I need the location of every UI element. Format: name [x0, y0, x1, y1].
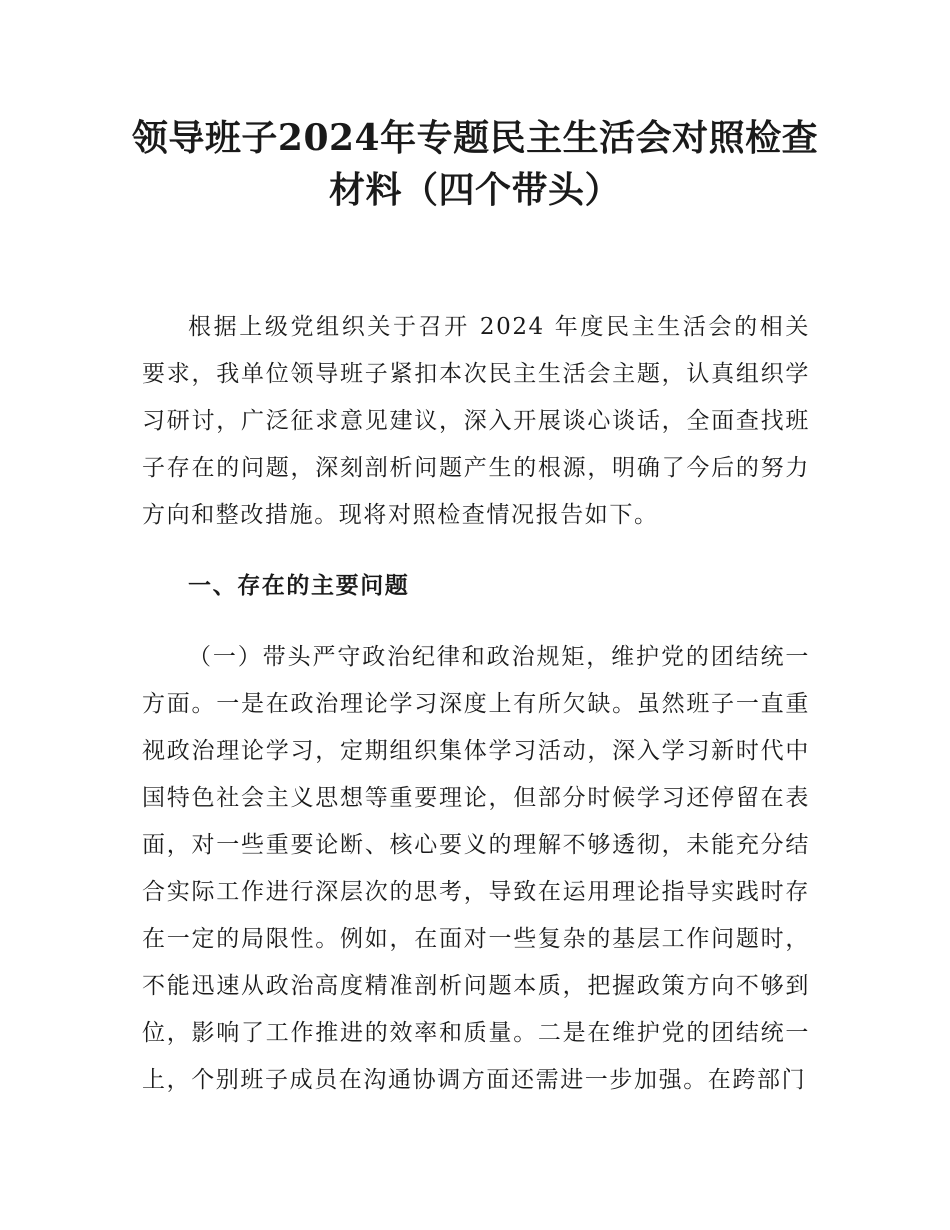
- document-title: 领导班子2024年专题民主生活会对照检查材料（四个带头）: [131, 117, 819, 211]
- body-paragraph: （一）带头严守政治纪律和政治规矩，维护党的团结统一方面。一是在政治理论学习深度上有所欠缺。虽然班子一直重视政治理论学习，定期组织集体学习活动，深入学习新时代中国特色社会主义思想等重要理论，但部分时候学习还停留在表面，对一些重要论断、核心要义的理解不够透彻，未能充分结合实际工作进行深层次的思考，导致在运用理论指导实践时存在一定的局限性。例如，在面对一些复杂的基层工作问题时，不能迅速从政治高度精准剖析问题本质，把握政策方向不够到位，影响了工作推进的效率和质量。二是在维护党的团结统一上，个别班子成员在沟通协调方面还需进一步加强。在跨部门: [142, 644, 810, 1093]
- intro-paragraph: 根据上级党组织关于召开 2024 年度民主生活会的相关要求，我单位领导班子紧扣本次民主生活会主题，认真组织学习研讨，广泛征求意见建议，深入开展谈心谈话，全面查找班子存在的问题，深刻剖析问题产生的根源，明确了今后的努力方向和整改措施。现将对照检查情况报告如下。: [142, 314, 810, 528]
- section-heading: 一、存在的主要问题: [188, 573, 410, 599]
- document-body: [142, 304, 810, 1104]
